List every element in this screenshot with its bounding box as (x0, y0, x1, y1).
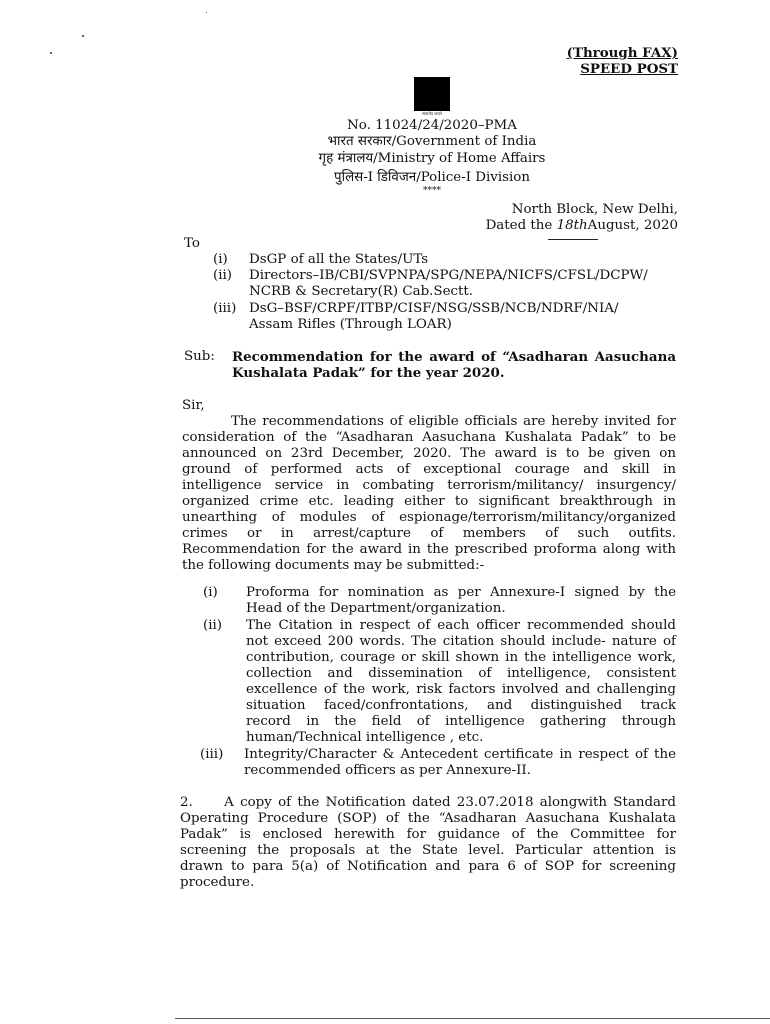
paragraph-line: Operating Procedure (SOP) of the “Asadharan Aasuchana Kushalata (180, 811, 676, 826)
document-item-line: recommended officers as per Annexure-II. (244, 763, 531, 778)
date-suffix: August, 2020 (587, 218, 678, 233)
to-item-text: DsG–BSF/CRPF/ITBP/CISF/NSG/SSB/NCB/NDRF/NIA/ (249, 301, 619, 316)
date-day: 18th (556, 218, 588, 233)
paragraph-line: consideration of the “Asadharan Aasuchana Kushalata Padak” to be (182, 430, 676, 445)
scan-speck (206, 12, 207, 13)
to-item-text: Assam Rifles (Through LOAR) (249, 317, 452, 332)
state-emblem (414, 77, 450, 111)
document-item-line: contribution, courage or skill shown in the intelligence work, (246, 650, 676, 665)
document-item-line: excellence of the work, risk factors involved and challenging (246, 682, 676, 697)
document-item-line: record in the field of intelligence gathering through (246, 714, 676, 729)
scan-speck (50, 52, 52, 54)
document-item-line: human/Technical intelligence , etc. (246, 730, 484, 745)
document-item-line: not exceed 200 words. The citation should include- nature of (246, 634, 676, 649)
document-item-number: (i) (203, 585, 218, 600)
paragraph-line: organized crime etc. leading either to significant breakthrough in (182, 494, 676, 509)
ministry-line: गृह मंत्रालय/Ministry of Home Affairs (318, 151, 546, 166)
document-item-line: Integrity/Character & Antecedent certificate in respect of the (244, 747, 676, 762)
paragraph-line: intelligence service in combating terrorism/militancy/ insurgency/ (182, 478, 676, 493)
to-item-text: DsGP of all the States/UTs (249, 252, 429, 267)
to-item-text: NCRB & Secretary(R) Cab.Sectt. (249, 284, 474, 299)
to-label: To (184, 236, 200, 251)
paragraph-line: announced on 23rd December, 2020. The award is to be given on (182, 446, 676, 461)
date-prefix: Dated the (485, 218, 557, 233)
paragraph-line: 2. A copy of the Notification dated 23.07.2018 alongwith Standard (180, 795, 676, 810)
subject-line: Recommendation for the award of “Asadharan Aasuchana (232, 349, 676, 365)
paragraph-line: drawn to para 5(a) of Notification and para 6 of SOP for screening (180, 859, 676, 874)
government-line: भारत सरकार/Government of India (327, 134, 537, 149)
subject-line: Kushalata Padak” for the year 2020. (232, 365, 505, 381)
bottom-scan-line (175, 1018, 770, 1019)
document-item-number: (ii) (203, 618, 223, 633)
subject-label: Sub: (184, 349, 215, 364)
speed-post-label: SPEED POST (580, 61, 678, 77)
paragraph-line: Recommendation for the award in the prescribed proforma along with (182, 542, 676, 557)
paragraph-line: unearthing of modules of espionage/terrorism/militancy/organized (182, 510, 676, 525)
to-item-number: (iii) (213, 301, 237, 316)
document-item-number: (iii) (200, 747, 224, 762)
through-fax-label: (Through FAX) (566, 45, 678, 61)
paragraph-line: the following documents may be submitted:- (182, 558, 485, 573)
salutation: Sir, (182, 398, 205, 413)
document-item-line: Proforma for nomination as per Annexure-I signed by the (246, 585, 676, 600)
emblem-motto: सत्यमेव जयते (422, 111, 442, 116)
separator-stars: **** (423, 186, 441, 196)
to-item-text: Directors–IB/CBI/SVPNPA/SPG/NEPA/NICFS/CFSL/DCPW/ (249, 268, 648, 283)
place-line: North Block, New Delhi, (511, 202, 678, 217)
division-line: पुलिस-I डिविजन/Police-I Division (334, 170, 530, 185)
document-item-line: Head of the Department/organization. (246, 601, 506, 616)
file-number: No. 11024/24/2020–PMA (347, 118, 517, 133)
to-item-number: (ii) (213, 268, 233, 283)
document-item-line: situation faced/confrontations, and distinguished track (246, 698, 676, 713)
paragraph-line: screening the proposals at the State level. Particular attention is (180, 843, 676, 858)
document-item-line: collection and dissemination of intelligence, consistent (246, 666, 676, 681)
date-line (358, 218, 678, 234)
paragraph-line: ground of performed acts of exceptional courage and skill in (182, 462, 676, 477)
paragraph-line: Padak” is enclosed herewith for guidance of the Committee for (180, 827, 676, 842)
document-item-line: The Citation in respect of each officer recommended should (246, 618, 676, 633)
paragraph-line: crimes or in arrest/capture of members of such outfits. (182, 526, 676, 541)
date-underline (548, 239, 598, 240)
to-item-number: (i) (213, 252, 228, 267)
paragraph-line: procedure. (180, 875, 255, 890)
scan-speck (82, 35, 84, 37)
paragraph-line: The recommendations of eligible officials are hereby invited for (231, 414, 676, 429)
